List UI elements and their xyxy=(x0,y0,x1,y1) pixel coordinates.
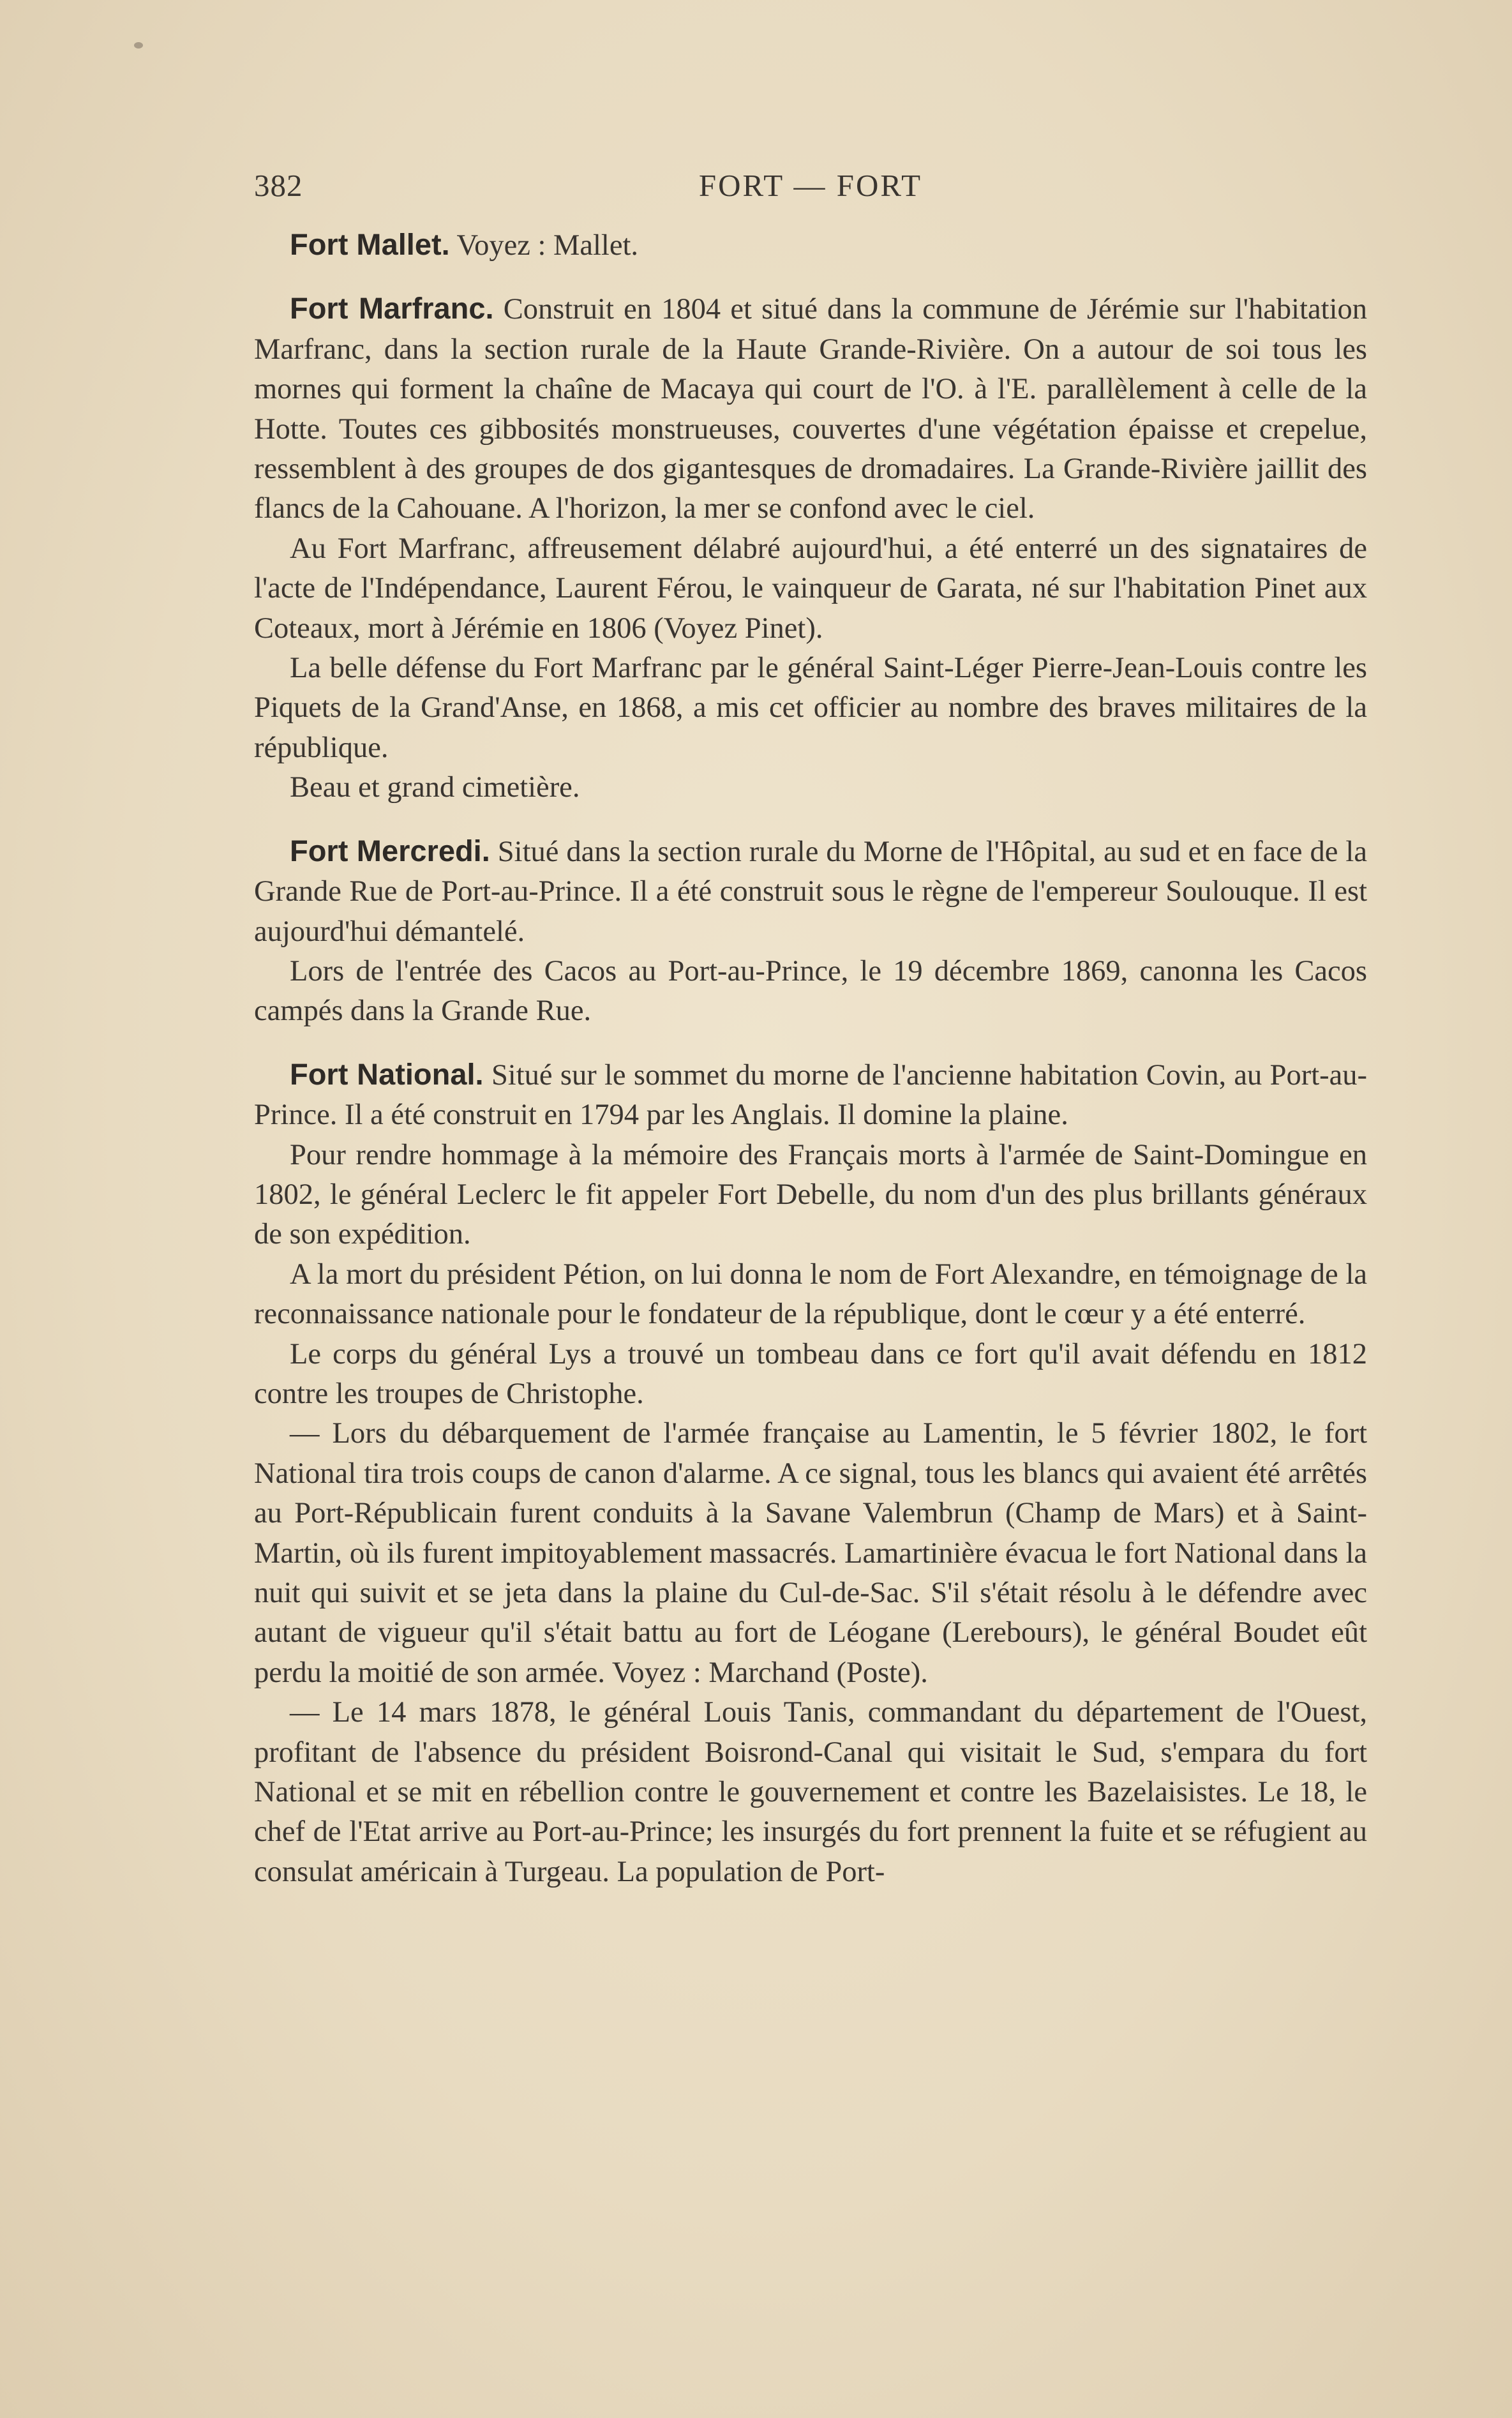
paragraph: Lors de l'entrée des Cacos au Port-au-Prince, le 19 décembre 1869, canonna les Cacos campés dans la Grande Rue. xyxy=(254,954,1367,1028)
entry-fort-national xyxy=(254,1055,1367,1136)
text-block xyxy=(254,225,1367,1892)
page-number: 382 xyxy=(254,168,303,203)
headword: Fort Mallet. xyxy=(290,227,450,261)
entry-fort-mallet xyxy=(254,225,1367,266)
entry-text: Situé dans la section rurale du Morne de l'Hôpital, au sud et en face de la Grande Rue de Port-au-Prince. Il a été construit sous le règne de l'empereur Soulouque. Il est aujourd'hui démantelé. xyxy=(254,835,1367,948)
running-title: FORT — FORT xyxy=(698,168,923,203)
running-head xyxy=(254,167,1367,212)
entry-text: Voyez : Mallet. xyxy=(456,229,639,262)
entry-text: Situé sur le sommet du morne de l'ancienne habitation Covin, au Port-au-Prince. Il a été construit en 1794 par les Anglais. Il domine la plaine. xyxy=(254,1058,1368,1132)
ink-spot xyxy=(134,42,143,49)
headword: Fort National. xyxy=(290,1056,484,1091)
entry-fort-mercredi xyxy=(254,831,1367,952)
paragraph: Au Fort Marfranc, affreusement délabré aujourd'hui, a été enterré un des signataires de l'acte de l'Indépendance, Laurent Férou, le vainqueur de Garata, né sur l'habitation Pinet aux Coteaux, mort à Jérémie en 1806 (Voyez Pinet). xyxy=(254,532,1367,645)
entry-text: Construit en 1804 et situé dans la commune de Jérémie sur l'habitation Marfranc, dans la section rurale de la Haute Grande-Rivière. On a autour de soi tous les mornes qui forment la chaîne de Macaya qui court de l'O. à l'E. parallèlement à celle de la Hotte. Toutes ces gibbosités monstrueuses, couvertes d'une végétation épaisse et crepelue, ressemblent à des groupes de dos gigantesques de dromadaires. La Grande-Rivière jaillit des flancs de la Cahouane. A l'horizon, la mer se confond avec le ciel. xyxy=(254,293,1367,525)
paragraph: A la mort du président Pétion, on lui donna le nom de Fort Alexandre, en témoignage de la reconnaissance nationale pour le fondateur de la république, dont le cœur y a été enterré. xyxy=(254,1258,1367,1331)
paragraph: Beau et grand cimetière. xyxy=(290,771,580,804)
headword: Fort Marfranc. xyxy=(290,291,494,326)
paragraph: Le corps du général Lys a trouvé un tombeau dans ce fort qu'il avait défendu en 1812 contre les troupes de Christophe. xyxy=(254,1337,1367,1410)
paragraph: — Lors du débarquement de l'armée française au Lamentin, le 5 février 1802, le fort National tira trois coups de canon d'alarme. A ce signal, tous les blancs qui avaient été arrêtés au Port-Républicain furent conduits à la Savane Valembrun (Champ de Mars) et à Saint-Martin, où ils furent impitoyablement massacrés. Lamartinière évacua le fort National dans la nuit qui suivit et se jeta dans la plaine du Cul-de-Sac. S'il s'était résolu à le défendre avec autant de vigueur qu'il s'était battu au fort de Léogane (Lerebours), le général Boudet eût perdu la moitié de son armée. Voyez : Marchand (Poste). xyxy=(254,1417,1367,1689)
paragraph: — Le 14 mars 1878, le général Louis Tanis, commandant du département de l'Ouest, profitant de l'absence du président Boisrond-Canal qui visitait le Sud, s'empara du fort National et se mit en rébellion contre le gouvernement et contre les Bazelaisistes. Le 18, le chef de l'Etat arrive au Port-au-Prince; les insurgés du fort prennent la fuite et se réfugient au consulat américain à Turgeau. La population de Port- xyxy=(254,1696,1367,1888)
entry-fort-marfranc xyxy=(254,289,1367,529)
paragraph: La belle défense du Fort Marfranc par le général Saint-Léger Pierre-Jean-Louis contre les Piquets de la Grand'Anse, en 1868, a mis cet officier au nombre des braves militaires de la république. xyxy=(254,652,1367,764)
paragraph: Pour rendre hommage à la mémoire des Français morts à l'armée de Saint-Domingue en 1802, le général Leclerc le fit appeler Fort Debelle, du nom d'un des plus brillants généraux de son expédition. xyxy=(254,1138,1367,1251)
headword: Fort Mercredi. xyxy=(290,833,490,867)
